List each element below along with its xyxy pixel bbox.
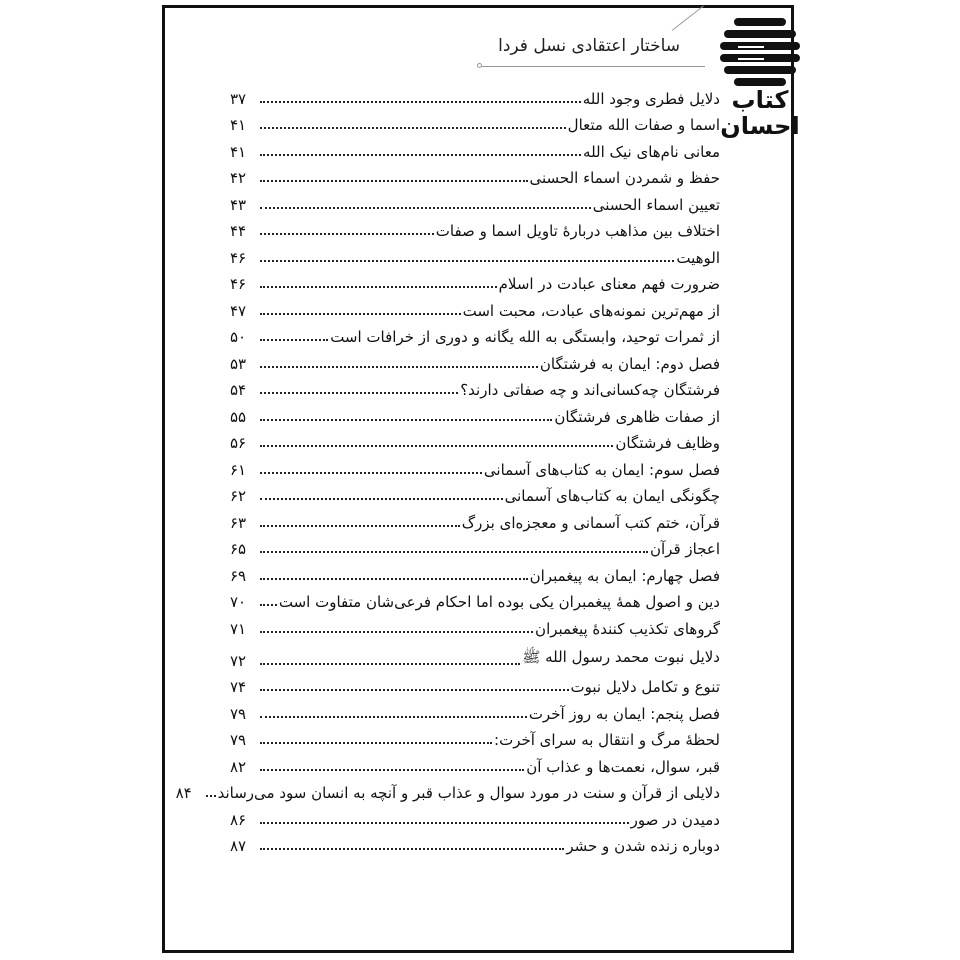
toc-entry-title: دلایلی از قرآن و سنت در مورد سوال و عذاب قبر و آنچه به انسان سود می‌رساند	[217, 784, 720, 802]
toc-entry[interactable]	[230, 294, 720, 320]
toc-dot-leader	[260, 260, 674, 262]
toc-page-number: ۳۷	[230, 90, 247, 108]
toc-entry-title: لحظۀ مرگ و انتقال به سرای آخرت:	[494, 731, 720, 749]
toc-dot-leader	[260, 604, 277, 606]
toc-entry-title: فصل سوم: ایمان به کتاب‌های آسمانی	[483, 461, 720, 479]
header-rule	[480, 66, 705, 67]
toc-entry[interactable]	[230, 644, 720, 670]
toc-dot-leader	[260, 339, 328, 341]
toc-entry-title: از صفات ظاهری فرشتگان	[554, 408, 720, 426]
toc-page-number: ۵۴	[230, 381, 247, 399]
toc-dot-leader	[260, 180, 528, 182]
toc-dot-leader	[260, 742, 492, 744]
toc-page-number: ۵۰	[230, 328, 247, 346]
toc-dot-leader	[260, 551, 648, 553]
toc-page-number: ۷۰	[230, 593, 247, 611]
toc-dot-leader	[260, 101, 581, 103]
toc-dot-leader	[260, 663, 520, 665]
logo-bars-icon	[720, 14, 800, 94]
toc-entry-title: اختلاف بین مذاهب دربارۀ تاویل اسما و صفات	[435, 222, 720, 240]
toc-entry[interactable]	[230, 559, 720, 585]
toc-dot-leader	[260, 689, 569, 691]
toc-entry-title: دوباره زنده شدن و حشر	[566, 837, 720, 855]
toc-entry[interactable]	[230, 803, 720, 829]
toc-page-number: ۷۹	[230, 731, 247, 749]
toc-entry-title: فصل پنجم: ایمان به روز آخرت	[528, 705, 720, 723]
toc-entry[interactable]	[230, 829, 720, 855]
toc-dot-leader	[260, 313, 461, 315]
toc-dot-leader	[260, 154, 581, 156]
toc-entry[interactable]	[230, 241, 720, 267]
toc-page-number: ۷۱	[230, 620, 247, 638]
running-header-title: ساختار اعتقادی نسل فردا	[498, 36, 680, 56]
toc-entry[interactable]	[230, 453, 720, 479]
toc-dot-leader	[260, 525, 460, 527]
toc-page-number: ۸۶	[230, 811, 247, 829]
toc-page-number: ۸۲	[230, 758, 247, 776]
toc-entry-title: حفظ و شمردن اسماء الحسنی	[529, 169, 720, 187]
toc-dot-leader	[260, 419, 552, 421]
publisher-logo	[720, 14, 800, 140]
toc-entry[interactable]	[230, 188, 720, 214]
logo-word-ehsan: احسان	[720, 112, 800, 140]
toc-page-number: ۶۳	[230, 514, 247, 532]
toc-entry-title: دمیدن در صور	[630, 811, 720, 829]
toc-entry-title: قرآن، ختم کتب آسمانی و معجزه‌ای بزرگ	[461, 514, 720, 532]
toc-entry[interactable]	[230, 400, 720, 426]
toc-entry-title: دلایل فطری وجود الله	[582, 90, 720, 108]
toc-entry[interactable]	[175, 776, 720, 802]
toc-page-number: ۷۹	[230, 705, 247, 723]
toc-entry-title: تعیین اسماء الحسنی	[592, 196, 720, 214]
toc-entry[interactable]	[230, 373, 720, 399]
toc-page-number: ۴۶	[230, 249, 247, 267]
toc-page-number: ۷۲	[230, 652, 247, 670]
toc-page-number: ۸۷	[230, 837, 247, 855]
toc-entry[interactable]	[230, 426, 720, 452]
toc-dot-leader	[260, 716, 527, 718]
toc-page-number: ۵۳	[230, 355, 247, 373]
toc-entry-title: الوهیت	[676, 249, 720, 267]
toc-entry-title: دلایل نبوت محمد رسول الله ﷺ	[522, 648, 720, 666]
toc-entry-title: از ثمرات توحید، وابستگی به الله یگانه و دوری از خرافات است	[330, 328, 720, 346]
toc-entry-title: تنوع و تکامل دلایل نبوت	[570, 678, 720, 696]
toc-dot-leader	[260, 472, 482, 474]
toc-page-number: ۴۷	[230, 302, 247, 320]
toc-entry-title: فصل چهارم: ایمان به پیغمبران	[529, 567, 720, 585]
toc-entry-title: چگونگی ایمان به کتاب‌های آسمانی	[504, 487, 720, 505]
toc-page-number: ۴۱	[230, 143, 247, 161]
toc-dot-leader	[260, 445, 613, 447]
toc-entry[interactable]	[230, 585, 720, 611]
toc-dot-leader	[260, 366, 538, 368]
toc-dot-leader	[260, 498, 503, 500]
toc-page-number: ۴۴	[230, 222, 247, 240]
toc-entry[interactable]	[230, 612, 720, 638]
toc-dot-leader	[260, 207, 591, 209]
toc-entry[interactable]	[230, 82, 720, 108]
toc-entry[interactable]	[230, 532, 720, 558]
toc-entry[interactable]	[230, 697, 720, 723]
toc-entry[interactable]	[230, 723, 720, 749]
toc-entry[interactable]	[230, 135, 720, 161]
toc-dot-leader	[260, 127, 566, 129]
toc-page-number: ۶۲	[230, 487, 247, 505]
toc-page-number: ۶۵	[230, 540, 247, 558]
toc-entry-title: از مهم‌ترین نمونه‌های عبادت، محبت است	[462, 302, 720, 320]
toc-entry[interactable]	[230, 750, 720, 776]
toc-page-number: ۵۶	[230, 434, 247, 452]
toc-dot-leader	[260, 631, 533, 633]
toc-page-number: ۸۴	[175, 784, 192, 802]
toc-dot-leader	[260, 822, 629, 824]
toc-entry-title: فصل دوم: ایمان به فرشتگان	[539, 355, 720, 373]
toc-page-number: ۵۵	[230, 408, 247, 426]
toc-entry[interactable]	[230, 267, 720, 293]
toc-page-number: ۴۲	[230, 169, 247, 187]
toc-dot-leader	[206, 795, 216, 797]
toc-entry[interactable]	[230, 670, 720, 696]
toc-page-number: ۶۱	[230, 461, 247, 479]
toc-page-number: ۴۱	[230, 116, 247, 134]
toc-entry-title: معانی نام‌های نیک الله	[583, 143, 720, 161]
toc-entry-title: گروهای تکذیب کنندۀ پیغمبران	[535, 620, 720, 638]
toc-entry[interactable]	[230, 506, 720, 532]
toc-entry-title: قبر، سوال، نعمت‌ها و عذاب آن	[526, 758, 720, 776]
header-rule-dot	[477, 63, 482, 68]
toc-entry[interactable]	[230, 161, 720, 187]
toc-entry[interactable]	[230, 479, 720, 505]
toc-entry-title: اعجاز قرآن	[649, 540, 720, 558]
toc-page-number: ۴۶	[230, 275, 247, 293]
toc-entry-title: ضرورت فهم معنای عبادت در اسلام	[498, 275, 720, 293]
toc-page-number: ۷۴	[230, 678, 247, 696]
toc-dot-leader	[260, 578, 528, 580]
toc-entry-title: فرشتگان چه‌کسانی‌اند و چه صفاتی دارند؟	[460, 381, 720, 399]
toc-entry[interactable]	[230, 320, 720, 346]
toc-dot-leader	[260, 769, 524, 771]
toc-dot-leader	[260, 233, 434, 235]
toc-entry[interactable]	[230, 347, 720, 373]
toc-dot-leader	[260, 286, 497, 288]
toc-dot-leader	[260, 392, 458, 394]
toc-entry-title: وظایف فرشتگان	[615, 434, 720, 452]
toc-page-number: ۶۹	[230, 567, 247, 585]
toc-entry[interactable]	[230, 214, 720, 240]
logo-word-ketab: کتاب	[731, 86, 789, 114]
toc-entry[interactable]	[230, 108, 720, 134]
toc-dot-leader	[260, 848, 564, 850]
toc-entry-title: اسما و صفات الله متعال	[567, 116, 720, 134]
toc-entry-title: دین و اصول همۀ پیغمبران یکی بوده اما احکام فرعی‌شان متفاوت است	[278, 593, 720, 611]
toc-page-number: ۴۳	[230, 196, 247, 214]
